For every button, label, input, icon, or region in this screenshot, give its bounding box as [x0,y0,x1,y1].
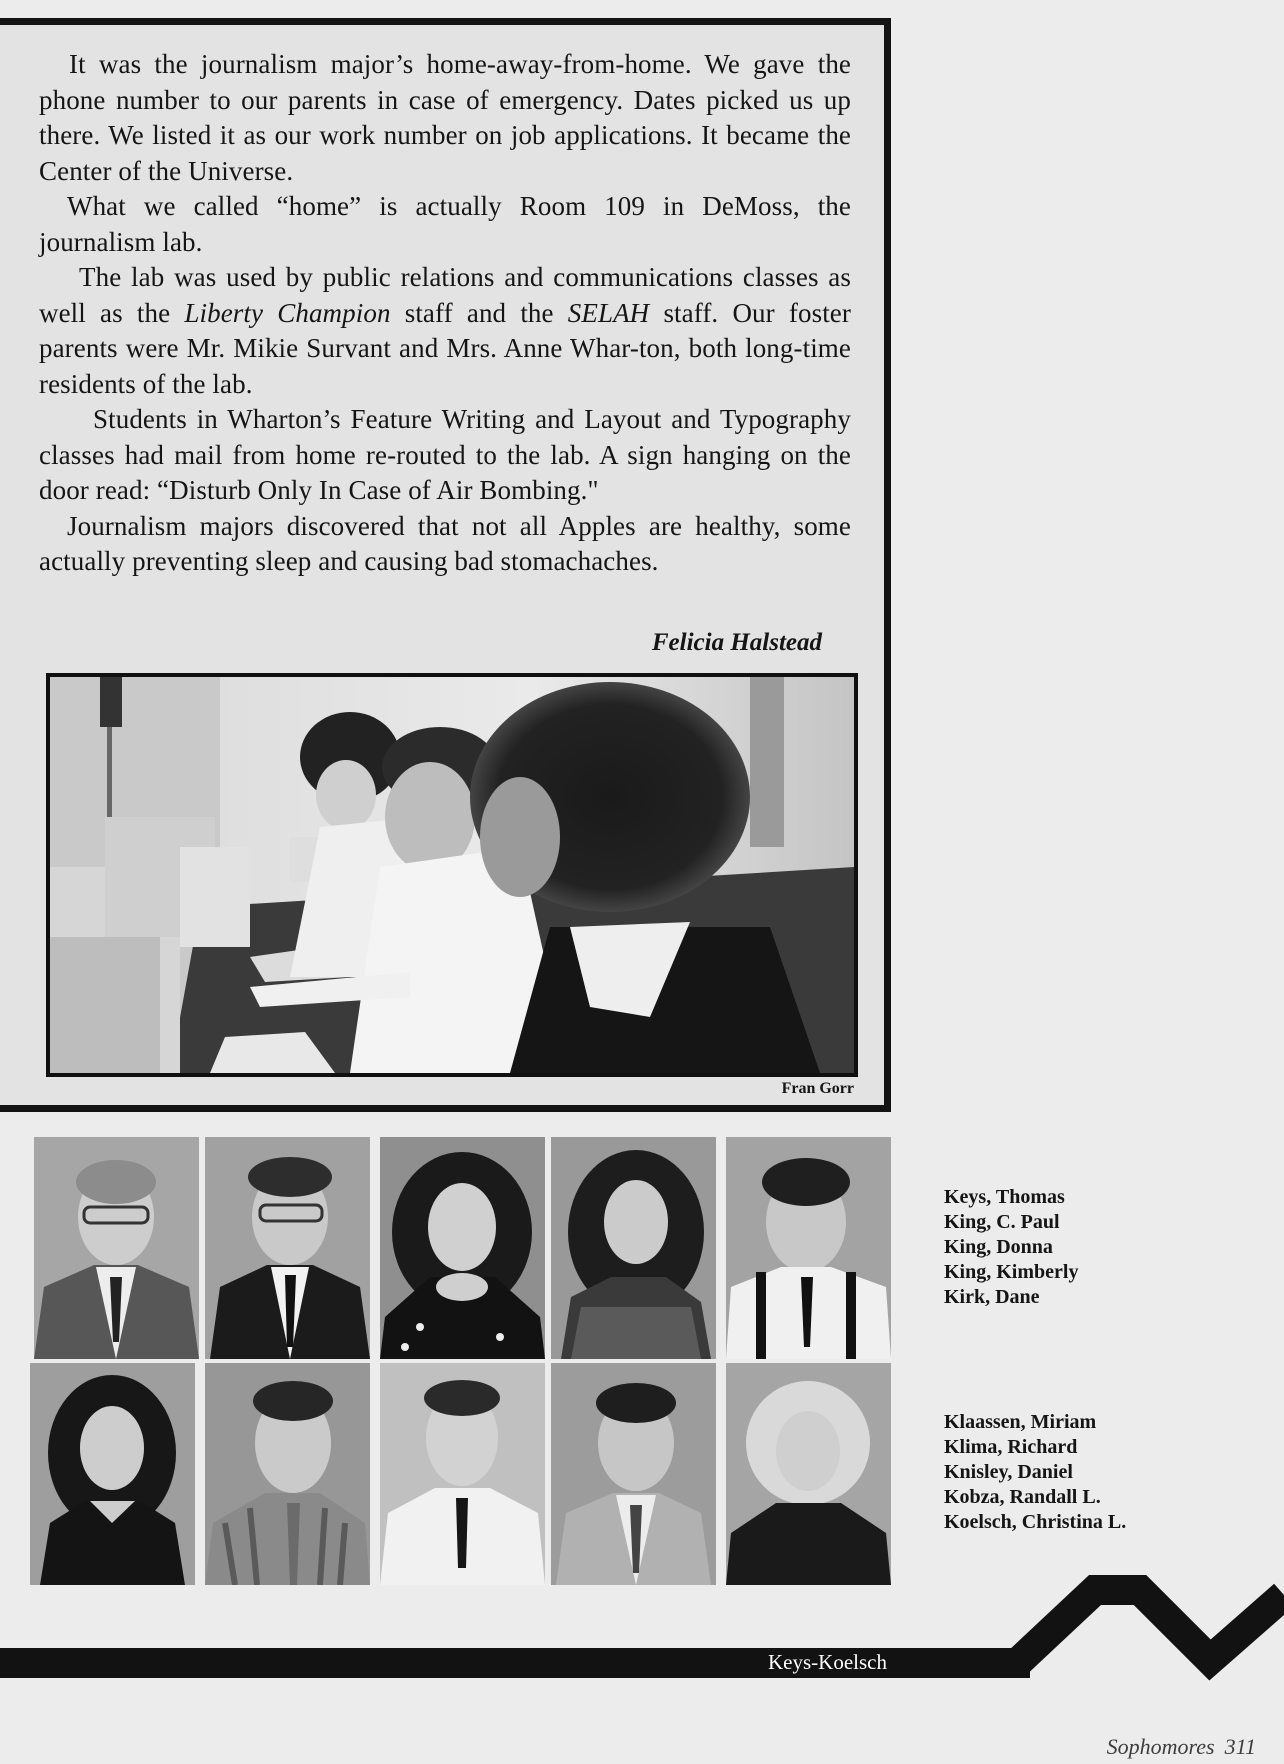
portrait-king-donna [380,1137,545,1359]
name-entry: King, C. Paul [944,1211,1060,1233]
portrait-koelsch-christina [726,1363,891,1585]
section-name: Sophomores [1106,1734,1215,1759]
portrait-king-c-paul [205,1137,370,1359]
feature-story [39,47,851,580]
name-entry: Keys, Thomas [944,1186,1065,1208]
name-entry: Koelsch, Christina L. [944,1511,1127,1533]
portrait-king-kimberly [551,1137,716,1359]
name-entry: Kobza, Randall L. [944,1486,1101,1508]
story-paragraph-2: What we called “home” is actually Room 109 in DeMoss, the journalism lab. [39,191,851,257]
portrait-klaassen-miriam [30,1363,195,1585]
names-row-1 [944,1185,1078,1310]
selah-title: SELAH [567,297,650,328]
portrait-knisley-daniel [380,1363,545,1585]
name-entry: Klima, Richard [944,1436,1078,1458]
portrait-grid [30,1137,896,1583]
journalism-lab-photo [46,673,858,1077]
page-number: 311 [1224,1734,1256,1759]
portrait-kobza-randall [551,1363,716,1585]
name-entry: Klaassen, Miriam [944,1411,1097,1433]
story-paragraph-1: It was the journalism major’s home-away-from-home. We gave the phone number to our parents in case of emergency. Dates picked us up there. We listed it as our work number on job applications. It became the Center of the Universe. [39,49,851,186]
section-label: Keys-Koelsch [768,1650,887,1674]
name-entry: Kirk, Dane [944,1286,1040,1308]
liberty-champion-title: Liberty Champion [184,297,391,328]
portrait-kirk-dane [726,1137,891,1359]
portrait-klima-richard [205,1363,370,1585]
story-paragraph-5: Journalism majors discovered that not all Apples are healthy, some actually preventing sleep and causing bad stomachaches. [39,510,851,576]
portrait-keys-thomas [34,1137,199,1359]
feature-box [0,18,891,1112]
name-entry: Knisley, Daniel [944,1461,1073,1483]
story-paragraph-4: Students in Wharton’s Feature Writing and Layout and Typography classes had mail from home re-routed to the lab. A sign hanging on the door read: “Disturb Only In Case of Air Bombing." [39,404,851,505]
photo-credit: Fran Gorr [781,1080,854,1097]
story-paragraph-3: The lab was used by public relations and communications classes as well as the Liberty Champion staff and the SELAH staff. Our foster parents were Mr. Mikie Survant and Mrs. Anne Whar-ton, both long-time residents of the lab. [39,262,851,399]
page-folio [1097,1734,1256,1760]
names-row-2 [944,1410,1126,1535]
name-entry: King, Kimberly [944,1261,1079,1283]
byline: Felicia Halstead [651,629,822,656]
name-entry: King, Donna [944,1236,1053,1258]
